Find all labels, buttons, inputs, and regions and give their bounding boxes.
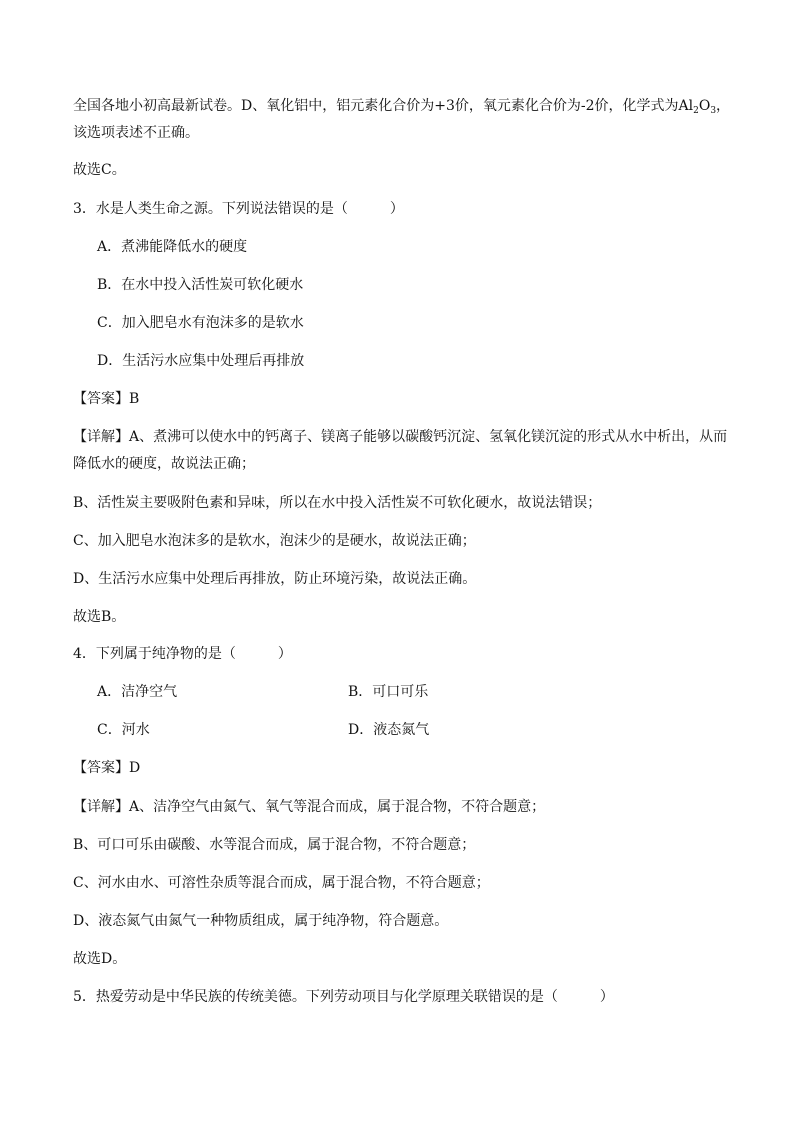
detail-line: C、河水由水、可溶性杂质等混合而成，属于混合物，不符合题意； xyxy=(73,875,490,891)
selection-4: 故选D。 xyxy=(73,951,127,967)
option-4b: B．可口可乐 xyxy=(348,684,429,700)
option-3b: B．在水中投入活性炭可软化硬水 xyxy=(97,277,304,293)
option-3c: C．加入肥皂水有泡沫多的是软水 xyxy=(97,315,304,331)
option-4d: D．液态氮气 xyxy=(348,722,430,738)
detail-line: D、液态氮气由氮气一种物质组成，属于纯净物，符合题意。 xyxy=(73,913,449,929)
selection-3: 故选B。 xyxy=(73,609,126,625)
text-segment: O xyxy=(698,98,711,114)
text-line xyxy=(73,97,754,115)
detail-line: B、活性炭主要吸附色素和异味，所以在水中投入活性炭不可软化硬水，故说法错误； xyxy=(73,495,602,511)
detail-line: C、加入肥皂水泡沫多的是软水，泡沫少的是硬水，故说法正确； xyxy=(73,533,476,549)
detail-line: 【详解】A、煮沸可以使水中的钙离子、镁离子能够以碳酸钙沉淀、氢氧化镁沉淀的形式从水中析出，从而 xyxy=(73,429,728,445)
detail-line: 降低水的硬度，故说法正确； xyxy=(73,456,255,472)
question-4: 4．下列属于纯净物的是（ ） xyxy=(73,646,292,662)
text-segment: ， xyxy=(716,98,731,114)
detail-line: D、生活污水应集中处理后再排放，防止环境污染，故说法正确。 xyxy=(73,571,477,587)
answer-3: 【答案】B xyxy=(73,391,140,407)
text-line: 故选C。 xyxy=(73,162,126,178)
answer-4: 【答案】D xyxy=(73,760,141,776)
question-3: 3．水是人类生命之源。下列说法错误的是（ ） xyxy=(73,201,404,217)
text-line: 该选项表述不正确。 xyxy=(73,125,199,141)
detail-line: B、可口可乐由碳酸、水等混合而成，属于混合物，不符合题意； xyxy=(73,837,476,853)
option-4c: C．河水 xyxy=(97,722,150,738)
option-4a: A．洁净空气 xyxy=(97,684,178,700)
option-3a: A．煮沸能降低水的硬度 xyxy=(97,239,248,255)
option-3d: D．生活污水应集中处理后再排放 xyxy=(97,353,305,369)
text-segment: 全国各地小初高最新试卷。D、氧化铝中，铝元素化合价为+3价，氧元素化合价为-2价，化学式为Al xyxy=(73,98,694,114)
detail-line: 【详解】A、洁净空气由氮气、氧气等混合而成，属于混合物，不符合题意； xyxy=(73,799,546,815)
subscript: 2 xyxy=(693,106,699,116)
subscript: 3 xyxy=(710,106,717,116)
question-5: 5．热爱劳动是中华民族的传统美德。下列劳动项目与化学原理关联错误的是（ ） xyxy=(73,989,614,1005)
